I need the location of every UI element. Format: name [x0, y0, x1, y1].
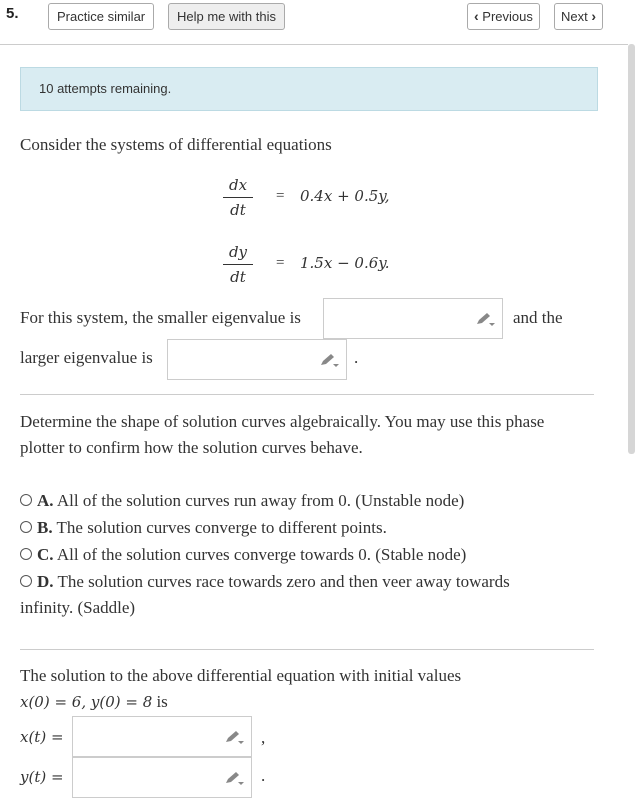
larger-eigenvalue-input[interactable]	[167, 339, 347, 380]
fraction-dx-dt: dx dt	[223, 176, 253, 219]
larger-eigenvalue-label: larger eigenvalue is	[20, 348, 153, 367]
equation-rhs: 1.5x − 0.6y.	[300, 254, 390, 272]
option-d-continued: infinity. (Saddle)	[20, 598, 136, 617]
x-t-input[interactable]	[72, 716, 252, 757]
question-number: 5.	[6, 5, 19, 22]
radio-button-a[interactable]	[20, 494, 32, 506]
x-t-label: x(t) =	[20, 728, 64, 746]
next-label: Next	[561, 9, 588, 24]
equation-rhs: 0.4x + 0.5y,	[300, 187, 390, 205]
scrollbar[interactable]	[628, 44, 635, 454]
previous-label: Previous	[482, 9, 533, 24]
y-t-label: y(t) =	[20, 768, 64, 786]
chevron-left-icon: ‹	[474, 8, 479, 24]
fraction-dy-dt: dy dt	[223, 243, 253, 286]
comma: ,	[261, 728, 266, 747]
attempts-notice: 10 attempts remaining.	[20, 67, 598, 111]
option-a[interactable]: A. All of the solution curves run away from 0. (Unstable node)	[20, 491, 464, 511]
period: .	[261, 766, 266, 785]
help-me-button[interactable]: Help me with this	[168, 3, 285, 30]
radio-button-c[interactable]	[20, 548, 32, 560]
solution-intro: The solution to the above differential equation with initial values	[20, 666, 462, 685]
option-d[interactable]: D. The solution curves race towards zero and then veer away towards	[20, 572, 510, 592]
divider	[20, 394, 594, 395]
and-the-text: and the	[513, 308, 563, 327]
next-button[interactable]	[554, 3, 603, 30]
equals-sign: =	[276, 188, 285, 204]
divider	[20, 649, 594, 650]
radio-button-d[interactable]	[20, 575, 32, 587]
equals-sign: =	[276, 255, 285, 271]
period: .	[354, 348, 359, 367]
smaller-eigenvalue-input[interactable]	[323, 298, 503, 339]
shape-prompt-line1: Determine the shape of solution curves algebraically. You may use this phase	[20, 412, 545, 431]
pencil-icon	[223, 729, 245, 745]
option-c[interactable]: C. All of the solution curves converge towards 0. (Stable node)	[20, 545, 466, 565]
option-b[interactable]: B. The solution curves converge to different points.	[20, 518, 387, 538]
practice-similar-button[interactable]: Practice similar	[48, 3, 154, 30]
intro-text: Consider the systems of differential equations	[20, 135, 332, 154]
initial-values: x(0) = 6, y(0) = 8 is	[20, 692, 168, 711]
smaller-eigenvalue-label: For this system, the smaller eigenvalue is	[20, 308, 301, 327]
toolbar	[0, 0, 628, 45]
y-t-input[interactable]	[72, 757, 252, 798]
radio-button-b[interactable]	[20, 521, 32, 533]
chevron-right-icon: ›	[591, 8, 597, 24]
previous-button[interactable]	[467, 3, 540, 30]
pencil-icon	[474, 311, 496, 327]
pencil-icon	[223, 770, 245, 786]
pencil-icon	[318, 352, 340, 368]
shape-prompt-line2: plotter to confirm how the solution curves behave.	[20, 438, 363, 457]
